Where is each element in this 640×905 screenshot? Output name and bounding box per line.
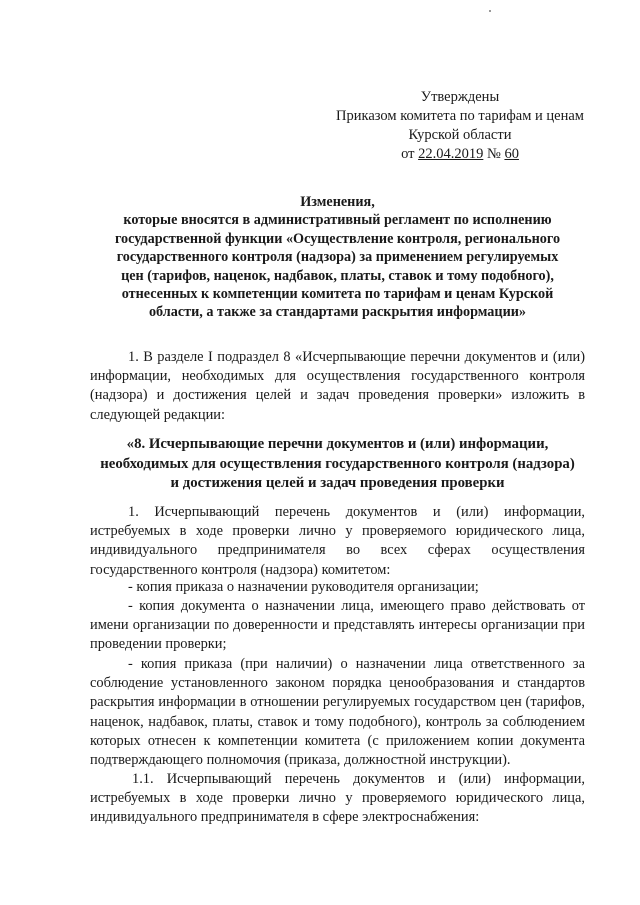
- approval-block: [310, 88, 610, 164]
- title-line-3: государственной функции «Осуществление контроля, регионального: [114, 230, 561, 247]
- list-item: - копия приказа (при наличии) о назначении лица ответственного за соблюдение установленного законом порядка ценообразования и стандартов раскрытия информации в отношении регулируемых государством цен (тарифов, наценок, надбавок, платы, ставок и тому подобного), контроль за соблюдением которых отнесен к компетенции комитета (с приложением копии документа подтверждающего полномочия (приказа, должностной инструкции).: [90, 656, 585, 769]
- approval-date: 22.04.2019: [418, 146, 484, 162]
- title-line-5: цен (тарифов, наценок, надбавок, платы, ставок и тому подобного),: [121, 267, 554, 284]
- section-title: [90, 435, 585, 494]
- list-item: - копия документа о назначении лица, имеющего право действовать от имени организации по доверенности и представлять интересы организации при проведении проверки;: [90, 598, 585, 653]
- approval-date-line: [310, 145, 610, 164]
- section-title-line-3: и достижения целей и задач проведения проверки: [170, 475, 505, 492]
- title-line-2: которые вносятся в административный регламент по исполнению: [123, 212, 552, 229]
- section-title-line-1: «8. Исчерпывающие перечни документов и (или) информации,: [126, 436, 549, 452]
- approval-number: 60: [504, 146, 519, 162]
- title-line-7: области, а также за стандартами раскрытия информации»: [148, 304, 527, 321]
- scan-speck: [489, 10, 491, 12]
- paragraph-1: 1. В разделе I подраздел 8 «Исчерпывающие перечни документов и (или) информации, необходимых для осуществления государственного контроля (надзора) и достижения целей и задач проведения проверки» изложить в следующей редакции:: [90, 349, 585, 423]
- document-title: [85, 193, 590, 322]
- paragraph-2: 1. Исчерпывающий перечень документов и (или) информации, истребуемых в ходе проверки лично у проверяемого юридического лица, индивидуального предпринимателя во всех сферах осуществления государственного контроля (надзора) комитетом:: [90, 504, 585, 578]
- title-line-1: Изменения,: [300, 194, 375, 210]
- date-prefix: от: [401, 146, 419, 162]
- title-line-6: отнесенных к компетенции комитета по тарифам и ценам Курской: [121, 286, 554, 303]
- approval-line-3: Курской области: [408, 127, 512, 143]
- list-item: - копия приказа о назначении руководителя организации;: [128, 579, 479, 595]
- title-line-4: государственного контроля (надзора) за применением регулируемых: [116, 249, 559, 266]
- section-title-line-2: необходимых для осуществления государственного контроля (надзора): [100, 455, 575, 472]
- approval-line-1: Утверждены: [420, 89, 500, 105]
- paragraph-3: 1.1. Исчерпывающий перечень документов и (или) информации, истребуемых в ходе проверки лично у проверяемого юридического лица, индивидуального предпринимателя в сфере электроснабжения:: [90, 771, 585, 826]
- approval-line-2: Приказом комитета по тарифам и ценам: [336, 108, 584, 124]
- number-prefix: №: [483, 146, 505, 162]
